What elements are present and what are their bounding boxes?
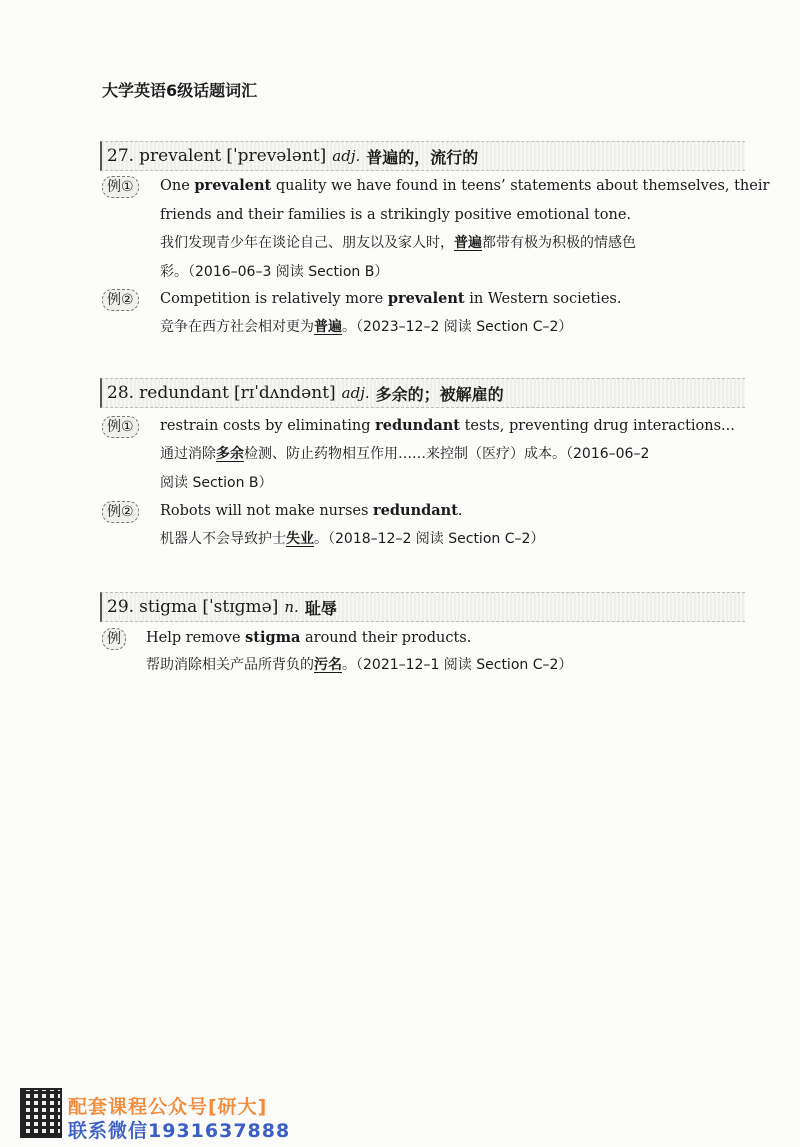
entry-number: 28. [107,383,135,403]
example-label: 例② [102,501,139,523]
example-en-line: friends and their families is a strikingly positive emotional tone. [160,207,632,223]
phonetic: [ˈprevələnt] [226,146,327,166]
watermark-line-1: 配套课程公众号[研大] [68,1096,268,1118]
phonetic: [rɪˈdʌndənt] [234,383,336,403]
headword: prevalent [139,146,222,166]
part-of-speech: adj. [341,384,370,402]
example-cn-line: 竞争在西方社会相对更为普遍。（2023–12–2 阅读 Section C–2） [160,319,573,335]
part-of-speech: adj. [332,147,361,165]
example-en-line: restrain costs by eliminating redundant tests, preventing drug interactions... [160,417,735,434]
example-cn-line: 我们发现青少年在谈论自己、朋友以及家人时，普遍都带有极为积极的情感色 [160,235,636,251]
entry-number: 29. [107,597,135,617]
example-cn-line: 通过消除多余检测、防止药物相互作用……来控制（医疗）成本。（2016–06–2 [160,446,650,462]
meaning: 耻辱 [304,598,337,618]
example-en-line: One prevalent quality we have found in teens’ statements about themselves, their [160,177,770,194]
example-cn-line: 机器人不会导致护士失业。（2018–12–2 阅读 Section C–2） [160,531,545,547]
example-en-line: Competition is relatively more prevalent in Western societies. [160,290,622,307]
meaning: 多余的；被解雇的 [375,384,504,404]
headword: stigma [139,597,198,617]
page-header-title: 大学英语6级话题词汇 [102,81,258,100]
example-label: 例① [102,416,139,438]
entry-29-heading [100,592,745,622]
entry-28-heading [100,378,745,408]
meaning: 普遍的，流行的 [366,147,479,167]
example-label: 例 [102,628,126,650]
example-en-line: Robots will not make nurses redundant. [160,502,463,519]
example-cn-line: 帮助消除相关产品所背负的污名。（2021–12–1 阅读 Section C–2） [146,657,573,673]
example-cn-line: 阅读 Section B） [160,475,273,491]
qr-code-icon [20,1088,62,1138]
example-label: 例① [102,176,139,198]
headword: redundant [139,383,229,403]
watermark-line-2: 联系微信1931637888 [68,1120,291,1142]
example-label: 例② [102,289,139,311]
watermark [0,1082,340,1147]
entry-27-heading [100,141,745,171]
entry-number: 27. [107,146,135,166]
example-cn-line: 彩。（2016–06–3 阅读 Section B） [160,264,389,280]
part-of-speech: n. [284,598,299,616]
phonetic: [ˈstɪɡmə] [202,597,279,617]
example-en-line: Help remove stigma around their products. [146,629,472,646]
